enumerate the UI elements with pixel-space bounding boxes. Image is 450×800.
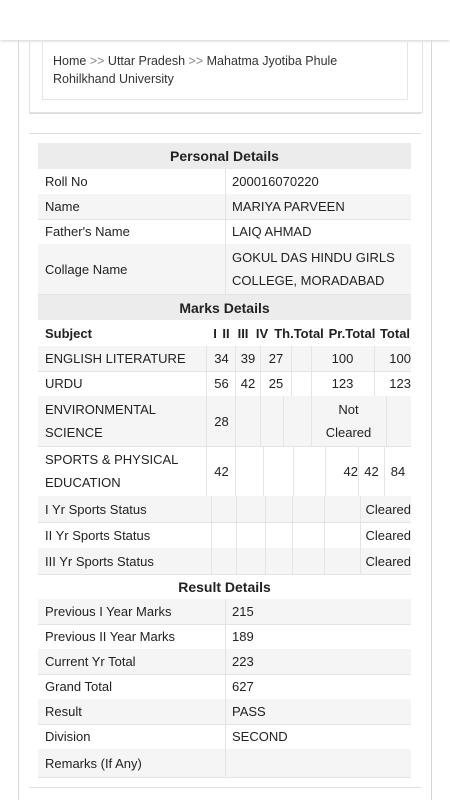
divider [236,496,237,522]
table-row [38,649,411,675]
divider [206,346,207,371]
pr-status-line1: Not [338,402,359,417]
paper-iii-header: III [237,325,249,341]
divider [211,496,212,522]
breadcrumb-university-cont[interactable]: Rohilkhand University [53,72,174,86]
divider [235,446,236,496]
table-row [38,244,411,295]
divider [283,396,284,446]
sports-status-value: Cleared [365,501,411,517]
divider [225,699,226,724]
table-row [38,522,411,549]
table-row [38,346,411,372]
grand-total-label: Grand Total [45,679,112,694]
divider [235,396,236,446]
subject-name [45,396,156,446]
grand-total-value: 627 [232,679,254,694]
divider [211,522,212,548]
paper-i-marks: 42 [214,463,229,479]
pr-total-marks: 42 [364,463,379,479]
subject-name [45,446,178,496]
divider [225,194,226,219]
divider [206,396,207,446]
result-details-heading: Result Details [178,578,271,595]
table-row [38,371,411,397]
divider [265,522,266,548]
pr-total-status [311,396,386,446]
divider [263,446,264,496]
breadcrumb-home[interactable]: Home [53,54,87,68]
prev-i-year-value: 215 [232,604,254,619]
subject-name: ENGLISH LITERATURE [45,351,186,366]
divider [292,496,293,522]
paper-iii-marks: 25 [268,376,284,391]
divider [265,548,266,574]
divider [29,133,421,134]
table-row [38,624,411,650]
total-header: Total [379,325,411,341]
divider [292,522,293,548]
sports-status-label: II Yr Sports Status [45,527,151,543]
breadcrumb-separator: >> [89,54,105,68]
divider [211,548,212,574]
table-row [38,548,411,575]
divider [291,371,292,396]
table-row [38,674,411,700]
name-value: MARIYA PARVEEN [232,199,345,214]
pr-total-header: Pr.Total [328,325,376,341]
divider [225,624,226,649]
marks-header-row [38,320,411,347]
paper-i-header: I [213,325,217,341]
divider [225,724,226,749]
roll-no-label: Roll No [45,174,88,189]
sports-status-label: I Yr Sports Status [45,501,147,517]
divider [225,219,226,244]
divider [324,496,325,522]
divider [29,787,421,788]
divider [324,522,325,548]
divider [260,396,261,446]
table-row [38,446,411,497]
divider [386,396,387,446]
sports-status-value: Cleared [365,553,411,569]
roll-no-value: 200016070220 [232,174,319,189]
pr-total-marks: 100 [331,351,354,366]
divider [293,446,294,496]
divider [236,548,237,574]
current-yr-total-label: Current Yr Total [45,654,136,669]
subject-name-line2: EDUCATION [45,475,121,490]
divider [225,244,226,294]
subject-name-line2: SCIENCE [45,425,103,440]
college-name-label: Collage Name [45,261,128,277]
table-row [38,724,411,750]
table-row [38,496,411,523]
breadcrumb-university[interactable]: Mahatma Jyotiba Phule [206,54,338,68]
divider [206,446,207,496]
marks-details-heading: Marks Details [38,295,411,320]
top-bar [0,0,450,40]
th-total-marks: 42 [343,463,358,479]
result-value: PASS [232,704,266,719]
table-row [38,599,411,625]
father-name-value: LAIQ AHMAD [232,224,312,239]
division-label: Division [45,729,91,744]
personal-details-heading: Personal Details [38,143,411,169]
paper-ii-header: II [222,325,230,341]
paper-i-marks: 56 [214,376,229,391]
paper-i-marks: 34 [214,351,229,366]
divider [291,346,292,371]
divider [225,649,226,674]
divider [225,599,226,624]
paper-ii-marks: 39 [240,351,256,366]
table-row [38,699,411,725]
divider [29,113,421,114]
divider [206,371,207,396]
divider [236,522,237,548]
total-marks: 100 [389,351,411,366]
remarks-label: Remarks (If Any) [45,755,142,771]
subject-header: Subject [45,325,92,341]
prev-ii-year-value: 189 [232,629,254,644]
breadcrumb-state[interactable]: Uttar Pradesh [107,54,186,68]
sports-status-label: III Yr Sports Status [45,553,154,569]
breadcrumb [42,40,408,100]
college-name-value [232,244,395,294]
subject-name-line1: ENVIRONMENTAL [45,402,156,417]
th-total-header: Th.Total [274,325,324,341]
subject-name: URDU [45,376,83,391]
table-row [38,396,411,447]
table-row [38,749,411,778]
table-row [38,194,411,220]
divider [225,169,226,194]
name-label: Name [45,199,80,214]
total-marks: 84 [390,463,406,479]
subject-name-line1: SPORTS & PHYSICAL [45,452,179,467]
pr-total-marks: 123 [331,376,354,391]
divider [324,548,325,574]
result-label: Result [45,704,82,719]
prev-ii-year-label: Previous II Year Marks [45,629,176,644]
breadcrumb-separator: >> [188,54,204,68]
divider [225,749,226,777]
paper-iii-marks: 27 [268,351,284,366]
table-row [38,169,411,195]
total-marks: 123 [389,376,411,391]
paper-iv-header: IV [255,325,269,341]
divider [265,496,266,522]
paper-ii-marks: 42 [240,376,256,391]
table-row [38,219,411,245]
father-name-label: Father's Name [45,224,130,239]
pr-status-line2: Cleared [325,425,372,440]
divider [225,674,226,699]
college-name-line1: GOKUL DAS HINDU GIRLS [232,250,395,265]
current-yr-total-value: 223 [232,654,254,669]
paper-i-marks: 28 [214,413,229,429]
divider [292,548,293,574]
division-value: SECOND [232,729,288,744]
sports-status-value: Cleared [365,527,411,543]
prev-i-year-label: Previous I Year Marks [45,604,172,619]
college-name-line2: COLLEGE, MORADABAD [232,273,385,288]
